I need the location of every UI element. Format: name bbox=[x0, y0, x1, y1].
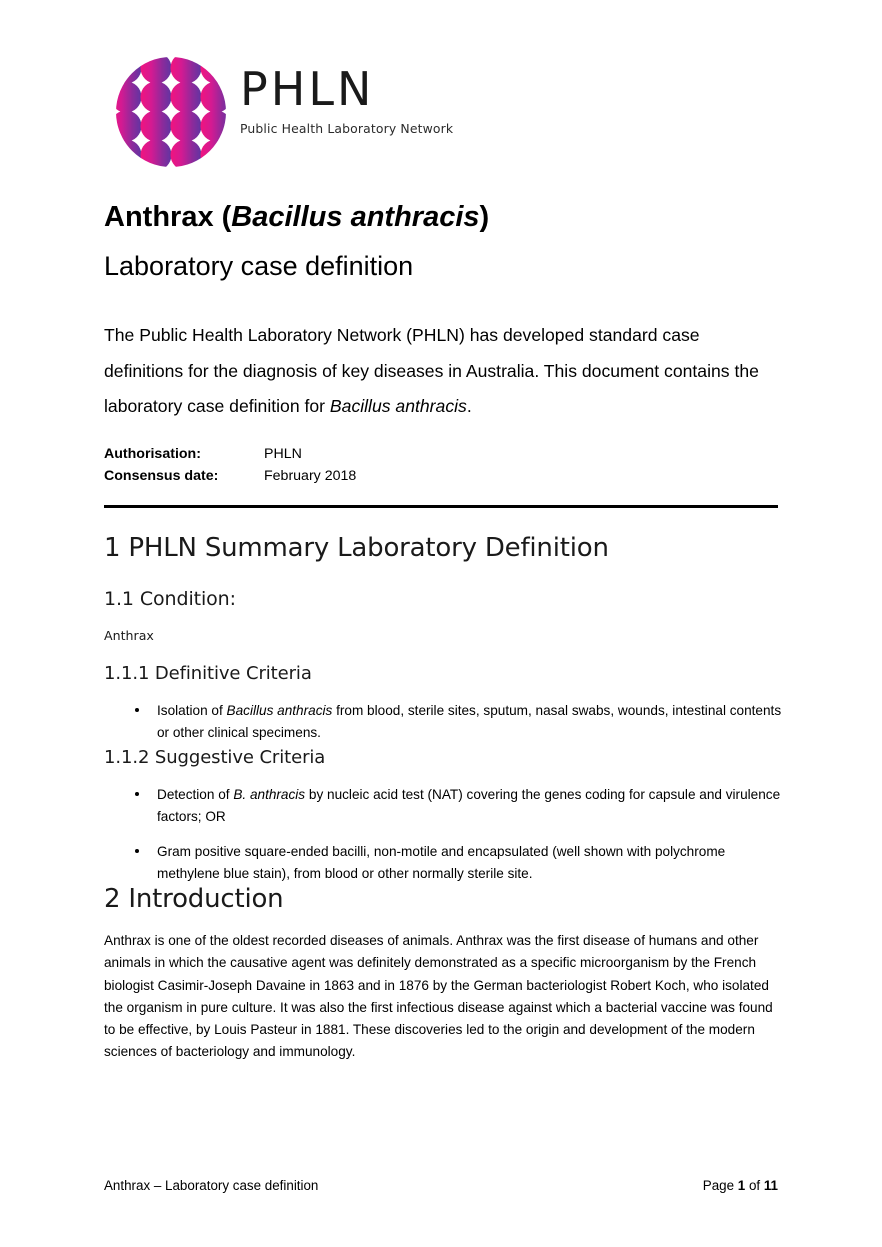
page-title bbox=[104, 201, 489, 234]
list-item bbox=[104, 784, 784, 827]
authorisation-value: PHLN bbox=[264, 446, 302, 462]
metadata-row-authorisation bbox=[104, 443, 604, 465]
bullet-dot-icon bbox=[135, 849, 139, 853]
suggestive-criteria-list bbox=[104, 784, 784, 884]
authorisation-label: Authorisation: bbox=[104, 446, 201, 462]
page-subtitle: Laboratory case definition bbox=[104, 251, 414, 281]
footer-document-title: Anthrax – Laboratory case definition bbox=[104, 1178, 319, 1193]
footer-total-pages: 11 bbox=[763, 1178, 778, 1193]
intro-text-part2: . bbox=[466, 396, 472, 416]
horizontal-divider bbox=[104, 505, 778, 508]
footer-page-prefix: Page bbox=[702, 1178, 738, 1193]
definitive-criteria-list bbox=[104, 700, 784, 743]
footer-page-number bbox=[703, 1178, 778, 1193]
condition-value: Anthrax bbox=[104, 628, 154, 643]
heading-section-1-1-condition: 1.1 Condition: bbox=[104, 588, 236, 610]
phln-wordmark-text: PHLN bbox=[240, 62, 375, 116]
consensus-date-label: Consensus date: bbox=[104, 468, 219, 484]
criteria-text-part2: by nucleic acid test (NAT) covering the genes coding for capsule and virulence factors; OR bbox=[157, 787, 781, 824]
criteria-text-part2: from blood, sterile sites, sputum, nasal swabs, wounds, intestinal contents or other clinical specimens. bbox=[157, 703, 782, 740]
bullet-dot-icon bbox=[135, 792, 139, 796]
list-item bbox=[104, 841, 784, 884]
intro-paragraph bbox=[104, 318, 772, 425]
heading-section-1-1-1-definitive-criteria: 1.1.1 Definitive Criteria bbox=[104, 663, 312, 684]
page-title-prefix: Anthrax ( bbox=[104, 201, 232, 233]
consensus-date-value: February 2018 bbox=[264, 468, 357, 484]
criteria-text-part1: Detection of bbox=[157, 787, 234, 802]
metadata-row-consensus-date bbox=[104, 465, 604, 487]
heading-section-1-1-2-suggestive-criteria: 1.1.2 Suggestive Criteria bbox=[104, 747, 326, 768]
page-title-suffix: ) bbox=[479, 201, 490, 233]
criteria-scientific-name: B. anthracis bbox=[233, 787, 306, 802]
bullet-dot-icon bbox=[135, 708, 139, 712]
criteria-text-part1: Gram positive square-ended bacilli, non-motile and encapsulated (well shown with polychrome methylene blue stain), from blood or other normally sterile site. bbox=[157, 844, 726, 881]
criteria-scientific-name: Bacillus anthracis bbox=[226, 703, 333, 718]
phln-wordmark bbox=[240, 62, 454, 136]
heading-section-2-introduction: 2 Introduction bbox=[104, 884, 284, 914]
document-metadata bbox=[104, 443, 604, 487]
intro-text-part1: The Public Health Laboratory Network (PHLN) has developed standard case definitions for the diagnosis of key diseases in Australia. This document contains the laboratory case definition for bbox=[104, 325, 759, 416]
phln-tagline-text: Public Health Laboratory Network bbox=[240, 121, 454, 136]
introduction-paragraph: Anthrax is one of the oldest recorded diseases of animals. Anthrax was the first disease of humans and other animals in which the causative agent was definitely demonstrated as a specific microorganism by the French biologist Casimir-Joseph Davaine in 1863 and in 1876 by the German bacteriologist Robert Koch, who isolated the organism in pure culture. It was also the first infectious disease against which a bacterial vaccine was found to be effective, by Louis Pasteur in 1881. These discoveries led to the origin and development of the modern sciences of bacteriology and immunology. bbox=[104, 933, 773, 1060]
footer-page-middle: of bbox=[745, 1178, 764, 1193]
intro-scientific-name: Bacillus anthracis bbox=[329, 396, 467, 416]
phln-logo bbox=[112, 56, 452, 168]
footer-current-page: 1 bbox=[737, 1178, 746, 1193]
phln-logo-mark-icon bbox=[112, 56, 230, 168]
heading-section-1: 1 PHLN Summary Laboratory Definition bbox=[104, 533, 609, 563]
page-footer bbox=[104, 1178, 778, 1193]
list-item bbox=[104, 700, 784, 743]
page-title-scientific-name: Bacillus anthracis bbox=[231, 201, 480, 233]
criteria-text-part1: Isolation of bbox=[157, 703, 227, 718]
